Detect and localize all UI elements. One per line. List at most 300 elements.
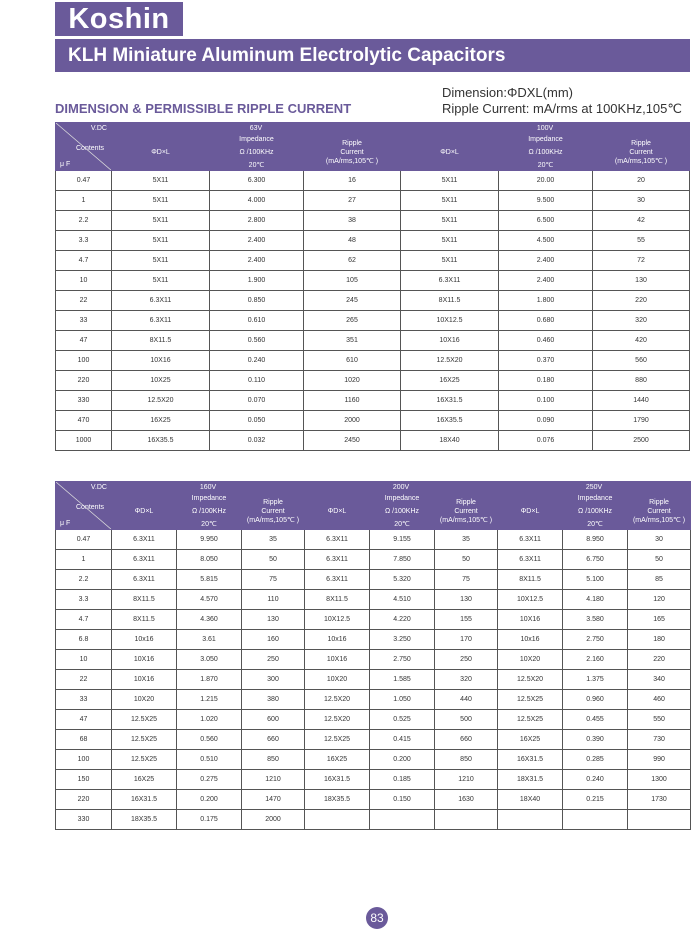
table-cell: 7.850 (370, 550, 435, 570)
table-cell: 16 (304, 171, 401, 191)
table-cell: 6.3X11 (305, 570, 370, 590)
table-cell: 20 (593, 171, 690, 191)
table-cell: 0.215 (563, 790, 628, 810)
table-cell: 0.390 (563, 730, 628, 750)
table-cell: 0.370 (499, 351, 593, 371)
table-cell: 1.900 (210, 271, 304, 291)
table-cell: 100 (56, 750, 112, 770)
table-cell: 10X16 (401, 331, 499, 351)
table-cell: 2000 (304, 411, 401, 431)
table-cell: 2.400 (210, 251, 304, 271)
table-cell: 5X11 (401, 231, 499, 251)
table-cell: 1 (56, 191, 112, 211)
table-cell: 16X25 (401, 371, 499, 391)
impedance-header (177, 493, 242, 530)
table-row (56, 590, 691, 610)
table-row (56, 550, 691, 570)
table-cell: 10x16 (112, 630, 177, 650)
section-heading: DIMENSION & PERMISSIBLE RIPPLE CURRENT (55, 101, 352, 116)
table-cell: 16X25 (305, 750, 370, 770)
table-cell: 1 (56, 550, 112, 570)
ripple-label: Ripple (631, 139, 651, 147)
table-cell: 0.032 (210, 431, 304, 451)
table-cell: 72 (593, 251, 690, 271)
table-cell: 220 (593, 291, 690, 311)
table-row (56, 790, 691, 810)
table-row (56, 291, 690, 311)
table-cell: 8.950 (563, 530, 628, 550)
table-cell: 0.47 (56, 530, 112, 550)
table-row (56, 530, 691, 550)
table-cell: 220 (628, 650, 691, 670)
current-label: Current (261, 507, 285, 515)
ripple-label: Ripple (456, 498, 476, 506)
table-cell: 10X16 (305, 650, 370, 670)
table-cell: 12.5X25 (498, 690, 563, 710)
table-cell: 250 (435, 650, 498, 670)
table-cell: 16X35.5 (112, 431, 210, 451)
table-cell: 47 (56, 331, 112, 351)
temp-label: 20℃ (248, 161, 265, 169)
table-cell: 160 (242, 630, 305, 650)
table-cell: 10X25 (112, 371, 210, 391)
table-cell: 440 (435, 690, 498, 710)
table-cell: 265 (304, 311, 401, 331)
vdc-label: V.DC (90, 125, 107, 132)
temp-label: 20℃ (394, 520, 410, 528)
table-row (56, 690, 691, 710)
table-cell: 5X11 (401, 211, 499, 231)
table-cell: 180 (628, 630, 691, 650)
table-cell: 550 (628, 710, 691, 730)
table-cell: 16X25 (112, 770, 177, 790)
table-cell: 12.5X20 (498, 670, 563, 690)
table-cell: 2.750 (563, 630, 628, 650)
table-cell: 660 (435, 730, 498, 750)
dxl-header: ΦD×L (401, 134, 499, 171)
table-cell: 2000 (242, 810, 305, 830)
table-cell: 5X11 (112, 191, 210, 211)
table-cell: 6.3X11 (498, 530, 563, 550)
table-cell: 12.5X25 (112, 750, 177, 770)
table-cell: 6.3X11 (112, 291, 210, 311)
contents-label: Contents (76, 504, 105, 511)
table-cell: 10X16 (498, 610, 563, 630)
table-cell: 1790 (593, 411, 690, 431)
table-cell: 2.160 (563, 650, 628, 670)
table-cell: 33 (56, 690, 112, 710)
table-cell: 18X40 (498, 790, 563, 810)
table-cell: 1210 (242, 770, 305, 790)
table-cell: 470 (56, 411, 112, 431)
table-cell: 330 (56, 391, 112, 411)
table-cell: 62 (304, 251, 401, 271)
table-cell: 330 (56, 810, 112, 830)
table-cell: 5.815 (177, 570, 242, 590)
temp-label: 20℃ (201, 520, 217, 528)
table-cell: 6.300 (210, 171, 304, 191)
ripple-header (435, 493, 498, 530)
table-row (56, 570, 691, 590)
table-cell: 850 (435, 750, 498, 770)
table-cell: 12.5X25 (112, 710, 177, 730)
table-cell: 10X16 (112, 351, 210, 371)
table-cell: 12.5X20 (305, 690, 370, 710)
table-cell: 0.240 (563, 770, 628, 790)
table-cell: 9.950 (177, 530, 242, 550)
table-cell: 0.415 (370, 730, 435, 750)
table-row (56, 411, 690, 431)
table-cell: 320 (435, 670, 498, 690)
table-cell: 5X11 (401, 171, 499, 191)
table-cell: 105 (304, 271, 401, 291)
table-cell: 16X31.5 (112, 790, 177, 810)
table-cell: 3.050 (177, 650, 242, 670)
table-cell: 880 (593, 371, 690, 391)
table-cell: 6.3X11 (112, 570, 177, 590)
table-row (56, 231, 690, 251)
table-cell: 1.870 (177, 670, 242, 690)
table-cell (563, 810, 628, 830)
table-cell: 0.47 (56, 171, 112, 191)
table-cell: 220 (56, 371, 112, 391)
table-cell: 30 (628, 530, 691, 550)
table-cell: 5X11 (401, 191, 499, 211)
table-cell: 420 (593, 331, 690, 351)
dxl-header: ΦD×L (112, 134, 210, 171)
ripple-header (593, 134, 690, 171)
table-cell: 660 (242, 730, 305, 750)
page-title: KLH Miniature Aluminum Electrolytic Capacitors (55, 39, 690, 72)
table-cell: 460 (628, 690, 691, 710)
impedance-header (563, 493, 628, 530)
table-cell: 8X11.5 (401, 291, 499, 311)
ripple-header (628, 493, 691, 530)
table-cell: 0.455 (563, 710, 628, 730)
table-cell: 1.800 (499, 291, 593, 311)
dxl-header: ΦD×L (112, 493, 177, 530)
table-cell: 6.3X11 (112, 530, 177, 550)
table-cell: 0.200 (177, 790, 242, 810)
table-cell: 2450 (304, 431, 401, 451)
table-cell: 10X16 (112, 670, 177, 690)
table-cell: 10x16 (498, 630, 563, 650)
table-cell: 75 (242, 570, 305, 590)
table-cell: 12.5X25 (498, 710, 563, 730)
table-cell: 42 (593, 211, 690, 231)
table-cell: 320 (593, 311, 690, 331)
table-cell: 5.320 (370, 570, 435, 590)
table-cell: 4.180 (563, 590, 628, 610)
dimension-notes (442, 85, 682, 117)
table-cell: 0.460 (499, 331, 593, 351)
table-cell: 3.3 (56, 590, 112, 610)
brand-logo: Koshin (55, 2, 183, 36)
table-cell (628, 810, 691, 830)
ohm-label: Ω /100KHz (191, 507, 227, 515)
table-cell: 5.100 (563, 570, 628, 590)
table-cell: 1020 (304, 371, 401, 391)
table-cell: 4.360 (177, 610, 242, 630)
table-cell: 18X40 (401, 431, 499, 451)
table-row (56, 251, 690, 271)
table-cell: 3.3 (56, 231, 112, 251)
table-cell: 20.00 (499, 171, 593, 191)
unit-label: (mA/rms,105℃ ) (246, 516, 300, 524)
table-cell: 12.5X25 (305, 730, 370, 750)
table-cell: 560 (593, 351, 690, 371)
table-row (56, 710, 691, 730)
table-row (56, 171, 690, 191)
table-cell: 100 (56, 351, 112, 371)
table-cell: 6.3X11 (305, 530, 370, 550)
table-cell: 1.375 (563, 670, 628, 690)
table-cell: 380 (242, 690, 305, 710)
unit-label: (mA/rms,105℃ ) (439, 516, 493, 524)
table-cell: 50 (628, 550, 691, 570)
table-cell: 0.610 (210, 311, 304, 331)
table-cell: 0.240 (210, 351, 304, 371)
table-cell: 600 (242, 710, 305, 730)
table-cell: 165 (628, 610, 691, 630)
table-cell: 3.580 (563, 610, 628, 630)
table-cell: 2500 (593, 431, 690, 451)
table-row (56, 391, 690, 411)
table-row (56, 770, 691, 790)
table-row (56, 351, 690, 371)
ripple-label: Ripple (263, 498, 283, 506)
table-cell: 33 (56, 311, 112, 331)
table-row (56, 810, 691, 830)
table-cell: 4.7 (56, 610, 112, 630)
table-cell: 8X11.5 (112, 331, 210, 351)
table-cell: 0.100 (499, 391, 593, 411)
current-label: Current (629, 148, 653, 156)
table-cell: 1210 (435, 770, 498, 790)
ripple-note: Ripple Current: mA/rms at 100KHz,105℃ (441, 101, 682, 116)
table-cell: 130 (435, 590, 498, 610)
table-cell: 8X11.5 (112, 610, 177, 630)
table-cell: 6.750 (563, 550, 628, 570)
table-cell: 55 (593, 231, 690, 251)
table-cell: 2.2 (56, 570, 112, 590)
ripple-table-160-250v (55, 481, 691, 830)
table-row (56, 331, 690, 351)
table-cell: 130 (593, 271, 690, 291)
table-cell: 8X11.5 (305, 590, 370, 610)
table-cell: 5X11 (112, 251, 210, 271)
table-cell: 27 (304, 191, 401, 211)
impedance-label: Impedance (528, 135, 563, 143)
current-label: Current (647, 507, 671, 515)
table-cell: 50 (435, 550, 498, 570)
table-cell: 0.510 (177, 750, 242, 770)
contents-label: Contents (76, 145, 105, 152)
table-cell: 10x16 (305, 630, 370, 650)
dimension-note: Dimension:ΦDXL(mm) (441, 85, 573, 100)
ohm-label: Ω /100KHz (578, 507, 613, 515)
table-cell: 351 (304, 331, 401, 351)
table-cell: 22 (56, 670, 112, 690)
table-cell: 0.275 (177, 770, 242, 790)
table-cell: 16X31.5 (498, 750, 563, 770)
table-cell: 0.680 (499, 311, 593, 331)
table-cell: 5X11 (112, 231, 210, 251)
table-cell: 250 (242, 650, 305, 670)
temp-label: 20℃ (587, 520, 603, 528)
ohm-label: Ω /100KHz (239, 148, 274, 156)
table-cell: 4.7 (56, 251, 112, 271)
ripple-header (304, 134, 401, 171)
table-cell: 12.5X25 (112, 730, 177, 750)
table-cell: 10X12.5 (305, 610, 370, 630)
table-cell: 10 (56, 650, 112, 670)
table-cell: 2.400 (210, 231, 304, 251)
table-cell: 38 (304, 211, 401, 231)
table-cell (305, 810, 370, 830)
table-cell: 4.500 (499, 231, 593, 251)
ripple-label: Ripple (649, 498, 669, 506)
table-cell: 0.110 (210, 371, 304, 391)
table-cell: 16X31.5 (305, 770, 370, 790)
table-cell: 1160 (304, 391, 401, 411)
table-cell: 16X25 (112, 411, 210, 431)
table-cell: 30 (593, 191, 690, 211)
temp-label: 20℃ (537, 161, 554, 169)
corner-header (56, 482, 112, 530)
table-cell: 220 (56, 790, 112, 810)
table-cell: 1.215 (177, 690, 242, 710)
page-number: 83 (366, 907, 388, 929)
table-cell: 2.400 (499, 271, 593, 291)
table-cell: 1440 (593, 391, 690, 411)
table-row (56, 211, 690, 231)
table-cell: 48 (304, 231, 401, 251)
unit-label: (mA/rms,105℃ ) (614, 157, 668, 165)
table-cell: 22 (56, 291, 112, 311)
table-row (56, 730, 691, 750)
current-label: Current (340, 148, 364, 156)
table-row (56, 311, 690, 331)
voltage-header: 100V (401, 123, 690, 134)
table-cell: 6.3X11 (112, 311, 210, 331)
table-cell: 3.61 (177, 630, 242, 650)
voltage-header: 200V (305, 482, 498, 493)
table-row (56, 371, 690, 391)
table-cell: 0.070 (210, 391, 304, 411)
table-cell: 35 (435, 530, 498, 550)
uf-label: μ F (60, 161, 71, 168)
table-cell: 120 (628, 590, 691, 610)
impedance-label: Impedance (239, 135, 274, 143)
table-cell: 6.3X11 (112, 550, 177, 570)
impedance-header (499, 134, 593, 171)
dxl-header: ΦD×L (498, 493, 563, 530)
table-cell: 2.400 (499, 251, 593, 271)
ohm-label: Ω /100KHz (385, 507, 420, 515)
impedance-label: Impedance (191, 494, 227, 502)
table-cell (370, 810, 435, 830)
table-cell: 1300 (628, 770, 691, 790)
table-cell: 0.050 (210, 411, 304, 431)
table-cell: 18X35.5 (305, 790, 370, 810)
table-cell: 850 (242, 750, 305, 770)
table-cell: 0.525 (370, 710, 435, 730)
table-cell: 340 (628, 670, 691, 690)
table-cell: 68 (56, 730, 112, 750)
table-cell: 6.3X11 (498, 550, 563, 570)
table-cell: 18X31.5 (498, 770, 563, 790)
table-cell: 0.960 (563, 690, 628, 710)
table-row (56, 191, 690, 211)
table-cell: 9.500 (499, 191, 593, 211)
table-row (56, 431, 690, 451)
table-cell: 0.076 (499, 431, 593, 451)
table-cell: 0.850 (210, 291, 304, 311)
table-cell: 1000 (56, 431, 112, 451)
table-cell: 12.5X20 (305, 710, 370, 730)
table-cell: 1730 (628, 790, 691, 810)
unit-label: (mA/rms,105℃ ) (325, 157, 379, 165)
table-cell: 0.090 (499, 411, 593, 431)
table-cell: 8X11.5 (112, 590, 177, 610)
table-cell: 10 (56, 271, 112, 291)
table-cell: 155 (435, 610, 498, 630)
table-cell: 4.510 (370, 590, 435, 610)
unit-label: (mA/rms,105℃ ) (632, 516, 686, 524)
table-cell: 0.560 (210, 331, 304, 351)
table-cell: 50 (242, 550, 305, 570)
table-cell: 5X11 (112, 271, 210, 291)
table-cell: 0.285 (563, 750, 628, 770)
table-cell: 10X12.5 (498, 590, 563, 610)
table-cell: 4.220 (370, 610, 435, 630)
table-cell: 5X11 (112, 171, 210, 191)
table-cell: 730 (628, 730, 691, 750)
table-cell: 1.020 (177, 710, 242, 730)
table-cell: 1630 (435, 790, 498, 810)
table-cell: 75 (435, 570, 498, 590)
table-cell: 6.500 (499, 211, 593, 231)
table-cell: 12.5X20 (401, 351, 499, 371)
table-cell: 10X20 (112, 690, 177, 710)
current-label: Current (454, 507, 478, 515)
uf-label: μ F (60, 520, 71, 527)
ripple-table-63-100v (55, 122, 690, 451)
table-cell (435, 810, 498, 830)
table-cell: 990 (628, 750, 691, 770)
table-cell: 8.050 (177, 550, 242, 570)
impedance-header (370, 493, 435, 530)
ripple-label: Ripple (342, 139, 362, 147)
table-row (56, 750, 691, 770)
table-cell: 1470 (242, 790, 305, 810)
corner-header (56, 123, 112, 171)
voltage-header: 160V (112, 482, 305, 493)
ripple-header (242, 493, 305, 530)
table-cell: 10X20 (305, 670, 370, 690)
table-cell: 2.800 (210, 211, 304, 231)
table-cell (498, 810, 563, 830)
table-cell: 0.200 (370, 750, 435, 770)
table-cell: 35 (242, 530, 305, 550)
table-cell: 500 (435, 710, 498, 730)
table-cell: 0.560 (177, 730, 242, 750)
table-cell: 0.175 (177, 810, 242, 830)
impedance-label: Impedance (577, 494, 613, 502)
table-cell: 5X11 (401, 251, 499, 271)
table-cell: 5X11 (112, 211, 210, 231)
